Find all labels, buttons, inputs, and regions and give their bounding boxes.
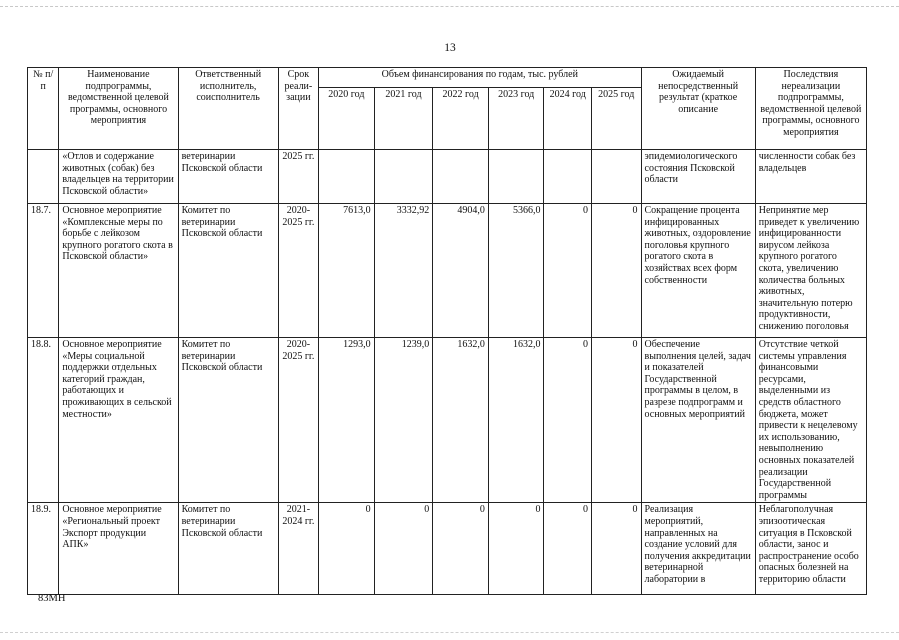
cell-value: 0 [433,503,489,595]
col-header-year: 2025 год [591,88,641,150]
cell-expected: Сокращение процента инфицированных животных, оздоровление поголовья крупного рогатого скота в хозяйствах всех форм собственности [641,204,755,338]
cell-value: 0 [319,503,375,595]
col-header-year: 2023 год [488,88,544,150]
cell-value: 0 [488,503,544,595]
cell-consequences: Непринятие мер приведет к увеличению инфицированности вирусом лейкоза крупного рогатого скота, увеличению количества больных животных, значительную потерю продуктивности, снижению поголовья [755,204,866,338]
program-table [27,67,867,595]
cell-value: 0 [591,503,641,595]
cell-expected: Реализация мероприятий, направленных на создание условий для получения аккредитации ветеринарной лаборатории в [641,503,755,595]
table-row [28,503,867,595]
cell-consequences: численности собак без владельцев [755,150,866,204]
cell-name: «Отлов и содержание животных (собак) без владельцев на территории Псковской области» [59,150,178,204]
col-header-funding: Объем финансирования по годам, тыс. рублей [319,68,641,88]
cell-term: 2020-2025 гг. [278,338,318,503]
cell-value: 1632,0 [433,338,489,503]
page-number: 13 [444,42,456,54]
cell-value: 0 [544,204,592,338]
cell-value [544,150,592,204]
cell-value: 3332,92 [374,204,433,338]
cell-value: 0 [544,503,592,595]
cell-value: 1632,0 [488,338,544,503]
cell-name: Основное мероприятие «Региональный проект Экспорт продукции АПК» [59,503,178,595]
cell-value: 1239,0 [374,338,433,503]
cell-name: Основное мероприятие «Меры социальной поддержки отдельных категорий граждан, работающих и проживающих в сельской местности» [59,338,178,503]
scan-edge-bottom [0,632,899,634]
cell-value [433,150,489,204]
col-header-year: 2022 год [433,88,489,150]
cell-executor: Комитет по ветеринарии Псковской области [178,338,278,503]
table-row [28,338,867,503]
table-row [28,150,867,204]
col-header-name: Наименование подпрограммы, ведомственной целевой программы, основного мероприятия [59,68,178,150]
cell-term: 2020-2025 гг. [278,204,318,338]
table-row [28,204,867,338]
cell-name: Основное мероприятие «Комплексные меры по борьбе с лейкозом крупного рогатого скота в Псковской области» [59,204,178,338]
cell-value: 7613,0 [319,204,375,338]
cell-executor: ветеринарии Псковской области [178,150,278,204]
col-header-term: Срок реали-зации [278,68,318,150]
scan-edge-top [0,0,899,7]
cell-term: 2025 гг. [278,150,318,204]
col-header-consequences: Последствия нереализации подпрограммы, ведомственной целевой программы, основного мероприятия [755,68,866,150]
cell-expected: Обеспечение выполнения целей, задач и показателей Государственной программы в целом, в разрезе подпрограмм и основных мероприятий [641,338,755,503]
cell-value: 0 [544,338,592,503]
cell-value: 5366,0 [488,204,544,338]
col-header-no: № п/п [28,68,59,150]
cell-no: 18.8. [28,338,59,503]
cell-value: 0 [591,338,641,503]
col-header-year: 2021 год [374,88,433,150]
cell-value: 4904,0 [433,204,489,338]
document-code: 83МН [38,593,66,604]
cell-consequences: Отсутствие четкой системы управления финансовыми ресурсами, выделенными из средств областного бюджета, может привести к нецелевому их использованию, невыполнению основных показателей реализации Государственной программы [755,338,866,503]
table-header-row [28,68,867,88]
cell-value [374,150,433,204]
cell-no [28,150,59,204]
cell-expected: эпидемиологического состояния Псковской области [641,150,755,204]
cell-executor: Комитет по ветеринарии Псковской области [178,503,278,595]
cell-no: 18.7. [28,204,59,338]
cell-value [591,150,641,204]
cell-term: 2021-2024 гг. [278,503,318,595]
cell-consequences: Неблагополучная эпизоотическая ситуация в Псковской области, занос и распространение особо опасных болезней на территорию области [755,503,866,595]
cell-value: 0 [591,204,641,338]
col-header-executor: Ответственный исполнитель, соисполнитель [178,68,278,150]
cell-value [488,150,544,204]
cell-no: 18.9. [28,503,59,595]
cell-value: 0 [374,503,433,595]
col-header-year: 2020 год [319,88,375,150]
col-header-expected: Ожидаемый непосредственный результат (краткое описание [641,68,755,150]
cell-value [319,150,375,204]
cell-value: 1293,0 [319,338,375,503]
col-header-year: 2024 год [544,88,592,150]
cell-executor: Комитет по ветеринарии Псковской области [178,204,278,338]
